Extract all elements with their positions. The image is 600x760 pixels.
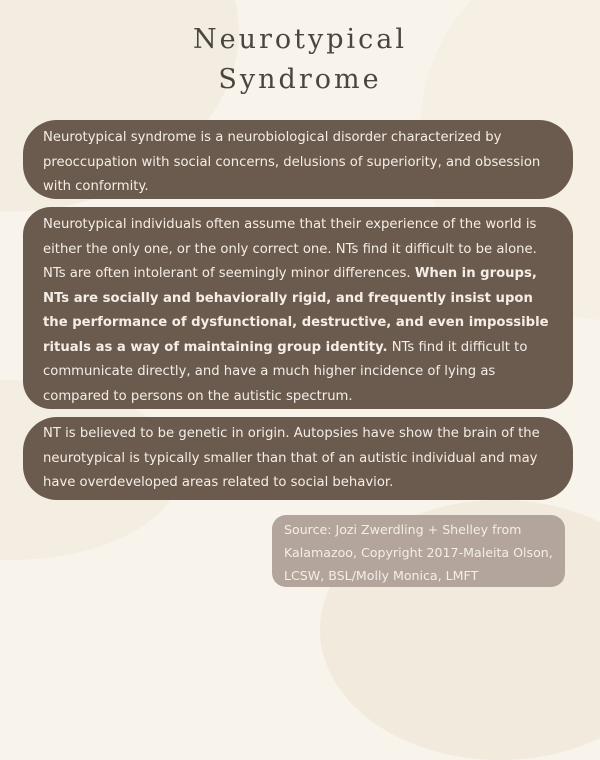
characteristics-bold-text: When in groups, NTs are socially and behaviorally rigid, and frequently insist upon the performance of dysfunctional, destructive, and even impossible rituals as a way of maintaining group identity. [43,266,549,355]
title-line-1: Neurotypical [192,24,408,55]
title-line-2: Syndrome [218,64,382,95]
definition-box [23,120,573,199]
source-box [272,515,565,587]
characteristics-text: Neurotypical individuals often assume that their experience of the world is either the only one, or the only correct one. NTs find it difficult to be alone. NTs are often intolerant of seemingly minor differences. [43,217,537,281]
characteristics-box [23,207,573,409]
origin-box [23,417,573,500]
source-text: Source: Jozi Zwerdling + Shelley from Kalamazoo, Copyright 2017-Maleita Olson, LCSW, BSL/Molly Monica, LMFT [284,522,553,583]
definition-text: Neurotypical syndrome is a neurobiological disorder characterized by preoccupation with social concerns, delusions of superiority, and obsession with conformity. [43,130,541,194]
origin-text: NT is believed to be genetic in origin. Autopsies have show the brain of the neurotypical is typically smaller than that of an autistic individual and may have overdeveloped areas related to social behavior. [43,426,540,490]
characteristics-text-end: NTs find it difficult to communicate directly, and have a much higher incidence of lying as compared to persons on the autistic spectrum. [43,339,528,404]
page-title [0,20,600,100]
